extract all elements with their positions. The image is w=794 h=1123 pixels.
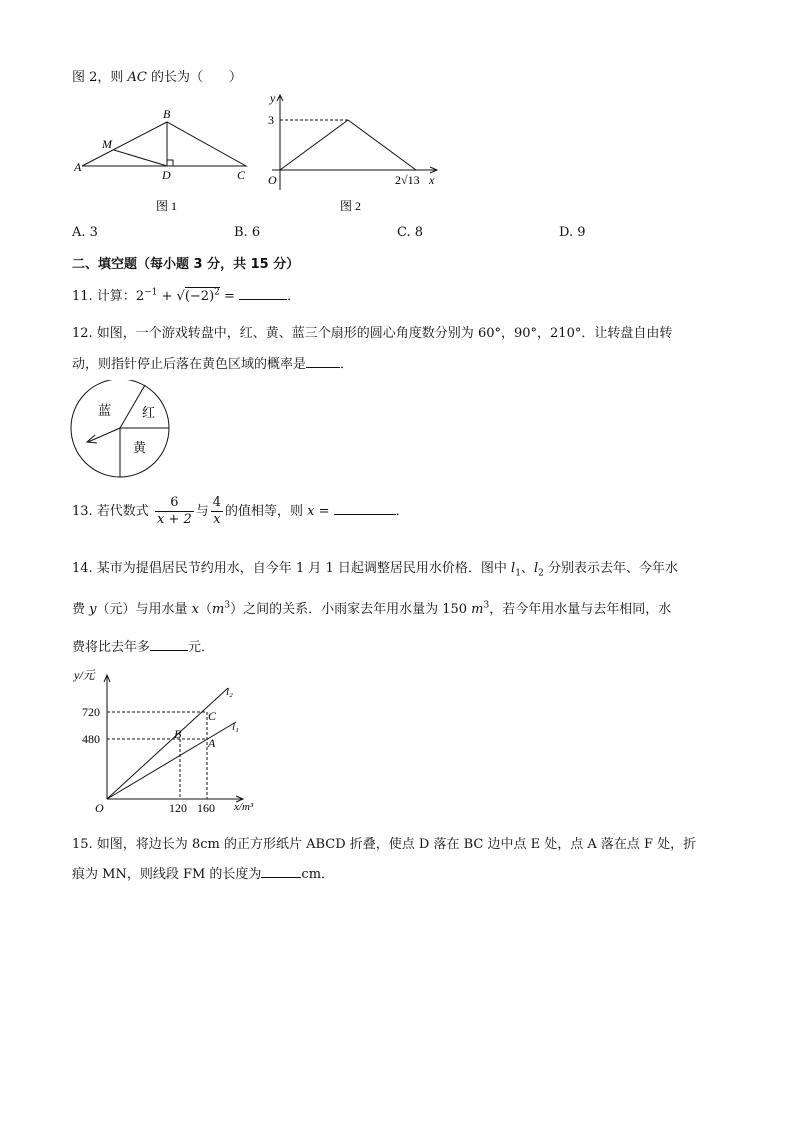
label-yellow: 黄 xyxy=(133,440,147,455)
question-13: 13. 若代数式 $\frac{6}{x + 2}$ 与 $\frac{4}{x}$ 的值相等，则 x = ． xyxy=(72,495,409,527)
point-c: C xyxy=(208,709,217,723)
graph-rise xyxy=(280,120,348,170)
label-x: x xyxy=(429,173,435,187)
segment-md xyxy=(114,150,167,166)
radicand: $(-2)^2$ xyxy=(184,287,220,304)
label-red: 红 xyxy=(142,405,156,420)
option-d: D. 9 xyxy=(559,225,586,240)
tick-720: 720 xyxy=(82,705,100,719)
label-2sqrt13: 2√13 xyxy=(395,173,420,187)
label-3: 3 xyxy=(268,113,274,127)
question-12-line-1: 12. 如图，一个游戏转盘中，红、黄、蓝三个扇形的圆心角度数分别为 60°，90°，210°．让转盘自由转 xyxy=(72,326,673,341)
question-14-line-1: 14. 某市为提倡居民节约用水，自今年 1 月 1 日起调整居民用水价格．图中 $l_1$、$l_2$ 分别表示去年、今年水 xyxy=(72,561,678,579)
graph-fall xyxy=(348,120,416,170)
origin-label: O xyxy=(95,801,104,815)
label-b: B xyxy=(163,107,171,121)
point-a: A xyxy=(208,736,216,750)
question-15-line-2: 痕为 MN，则线段 FM 的长度为 cm． xyxy=(72,867,335,882)
answer-blank-14[interactable] xyxy=(150,638,188,651)
fraction-4-over-x: $\frac{4}{x}$ xyxy=(212,495,222,527)
question-14-line-3: 费将比去年多 元． xyxy=(72,640,215,655)
question-14-line-2: 费 y（元）与用水量 $x(m^3)$之间的关系．小雨家去年用水量为 150 $m^3$，若今年用水量与去年相同，水 xyxy=(72,600,672,617)
fig2-caption: 图 2 xyxy=(340,199,362,213)
answer-blank-13[interactable] xyxy=(334,502,396,515)
x-axis-label: x/m³ xyxy=(234,801,254,813)
right-angle-mark xyxy=(167,160,173,166)
answer-blank-12[interactable] xyxy=(306,355,340,368)
point-b: B xyxy=(174,727,182,741)
label-c: C xyxy=(237,168,246,182)
question-15-line-1: 15. 如图，将边长为 8cm 的正方形纸片 ABCD 折叠，使点 D 落在 BC 边中点 E 处，点 A 落在点 F 处，折 xyxy=(72,837,697,852)
section-2-heading: 二、填空题（每小题 3 分，共 15 分） xyxy=(72,257,300,272)
tick-120: 120 xyxy=(169,801,187,815)
question-12-line-2: 动，则指针停止后落在黄色区域的概率是 ． xyxy=(72,357,354,372)
label-l2: l₂ xyxy=(226,686,233,698)
label-a: A xyxy=(74,160,82,174)
label-d: D xyxy=(162,168,171,182)
fraction-6-over-x-plus-2: $\frac{6}{x + 2}$ xyxy=(156,495,192,527)
line-l1 xyxy=(107,722,236,799)
spinner-figure xyxy=(68,380,178,484)
tick-480: 480 xyxy=(82,732,100,746)
figure-1-triangle xyxy=(70,100,260,220)
label-y: y xyxy=(270,91,276,105)
water-fee-graph xyxy=(66,664,276,816)
label-m: M xyxy=(102,137,112,151)
tick-160: 160 xyxy=(197,801,215,815)
answer-blank-11[interactable] xyxy=(239,287,287,300)
fig1-caption: 图 1 xyxy=(156,199,178,213)
label-o: O xyxy=(268,173,277,187)
label-l1: l₁ xyxy=(232,721,239,733)
option-b: B. 6 xyxy=(234,225,261,240)
question-11: 11. 计算：$2^{-1} + √(-2)^2$ = ． xyxy=(72,287,301,304)
option-c: C. 8 xyxy=(397,225,424,240)
figure-2-graph xyxy=(258,90,448,220)
option-a: A. 3 xyxy=(72,225,98,240)
pointer xyxy=(88,428,120,442)
label-blue: 蓝 xyxy=(98,403,112,418)
answer-blank-15[interactable] xyxy=(261,865,301,878)
power-base: 2 xyxy=(135,289,145,304)
sqrt-symbol: √ xyxy=(176,289,185,304)
y-axis-label: y/元 xyxy=(74,668,95,682)
q10-tail-text: 图 2，则 AC 的长为（ ） xyxy=(72,70,243,85)
